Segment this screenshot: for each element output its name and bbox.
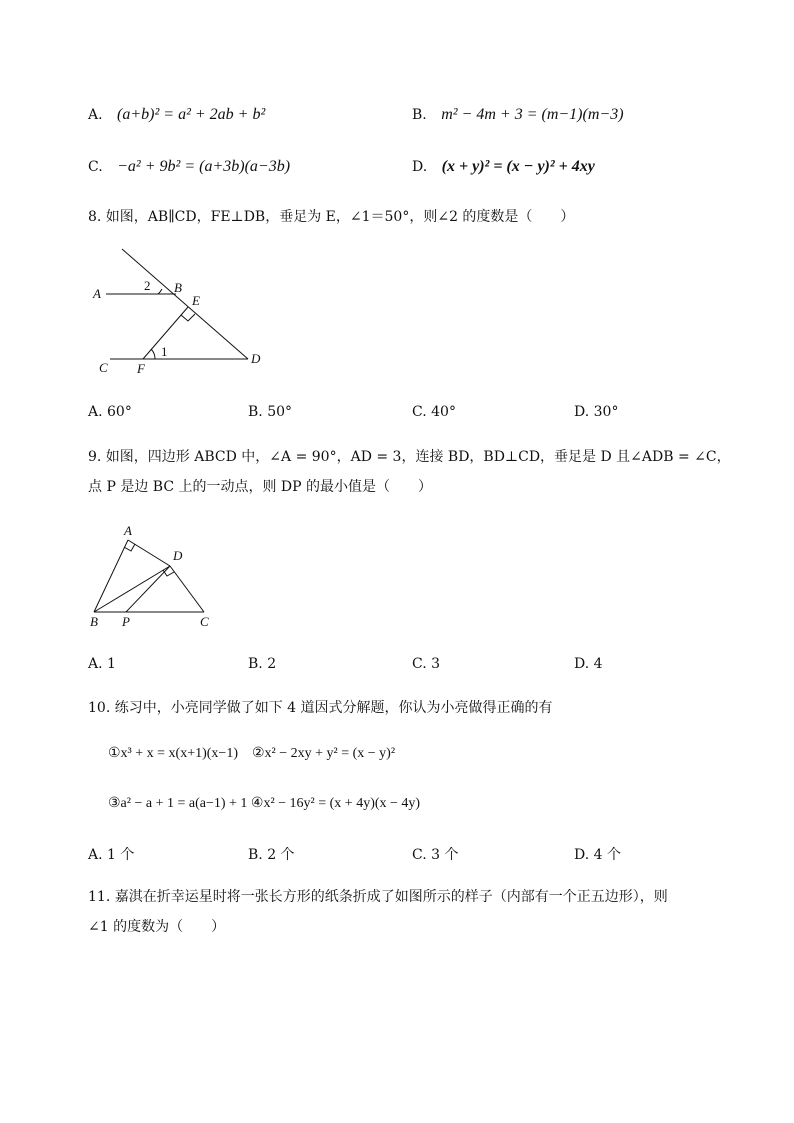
option-text: 4 (593, 656, 603, 672)
option-text: 1 个 (107, 847, 135, 863)
q9-stem-line1: 9. 如图，四边形 ABCD 中，∠A = 90°，AD = 3，连接 BD，BD⊥CD，垂足是 D 且∠ADB = ∠C， (88, 449, 731, 465)
q9-option-c (412, 656, 440, 672)
q9-figure (86, 520, 226, 630)
option-label: B. (248, 656, 263, 672)
label-angle-1: 1 (161, 344, 168, 359)
option-text: 2 个 (267, 847, 295, 863)
label-a: A (93, 286, 101, 301)
q8-option-d (574, 404, 618, 420)
option-label: B. (412, 107, 427, 123)
label-c: C (200, 614, 209, 629)
option-label: A. (88, 107, 103, 123)
option-text: 4 个 (593, 847, 621, 863)
q10-option-d (574, 844, 621, 864)
option-text: 3 (431, 656, 441, 672)
option-text: 3 个 (431, 847, 459, 863)
q8-stem: 8. 如图，AB∥CD，FE⊥DB，垂足为 E，∠1＝50°，则∠2 的度数是（ ） (88, 209, 575, 225)
option-text: m² − 4m + 3 = (m−1)(m−3) (441, 106, 624, 123)
q8-option-a (88, 404, 132, 420)
label-angle-2: 2 (144, 278, 151, 293)
q7-option-b (412, 106, 624, 124)
label-c: C (99, 360, 108, 375)
option-label: B. (248, 404, 263, 420)
option-label: B. (248, 847, 263, 863)
q8-figure (88, 245, 278, 380)
q9-option-a (88, 656, 116, 672)
option-text: 50° (267, 404, 293, 420)
option-text: 30° (593, 404, 619, 420)
label-p: P (122, 614, 130, 629)
q7-option-a (88, 106, 265, 124)
label-e: E (192, 293, 200, 308)
option-text: 60° (107, 404, 132, 420)
option-label: D. (574, 656, 590, 672)
option-label: A. (88, 656, 103, 672)
label-b: B (174, 280, 182, 295)
option-label: D. (574, 404, 590, 420)
q10-option-b (248, 844, 295, 864)
option-label: A. (88, 847, 103, 863)
label-a: A (124, 523, 132, 538)
label-d: D (251, 351, 261, 366)
q10-stem: 10. 练习中，小亮同学做了如下 4 道因式分解题，你认为小亮做得正确的有 (88, 700, 553, 716)
option-label: C. (412, 847, 427, 863)
option-label: C. (412, 404, 427, 420)
q8-option-c (412, 404, 456, 420)
q11-stem-line1: 11. 嘉淇在折幸运星时将一张长方形的纸条折成了如图所示的样子（内部有一个正五边形），则 (88, 889, 668, 905)
q10-option-a (88, 844, 134, 864)
option-label: A. (88, 404, 103, 420)
option-label: D. (412, 159, 428, 175)
q9-option-d (574, 656, 603, 672)
option-label: C. (412, 656, 427, 672)
q8-option-b (248, 404, 292, 420)
q7-option-c (88, 158, 290, 176)
option-text: (a+b)² = a² + 2ab + b² (117, 106, 266, 123)
option-text: (x + y)² = (x − y)² + 4xy (441, 158, 595, 175)
label-b: B (90, 614, 98, 629)
option-text: 1 (107, 656, 116, 672)
q10-option-c (412, 844, 458, 864)
q10-items-line1: ①x³ + x = x(x+1)(x−1) ②x² − 2xy + y² = (x − y)² (108, 746, 396, 761)
option-text: −a² + 9b² = (a+3b)(a−3b) (117, 158, 291, 175)
q10-items-line2: ③a² − a + 1 = a(a−1) + 1 ④x² − 16y² = (x + 4y)(x − 4y) (108, 796, 421, 811)
q7-option-d (412, 158, 595, 176)
option-text: 2 (267, 656, 277, 672)
q9-option-b (248, 656, 276, 672)
option-text: 40° (431, 404, 456, 420)
option-label: C. (88, 159, 103, 175)
label-f: F (137, 361, 145, 376)
option-label: D. (574, 847, 590, 863)
label-d: D (173, 548, 183, 563)
q9-stem-line2: 点 P 是边 BC 上的一动点，则 DP 的最小值是（ ） (88, 479, 433, 495)
q11-stem-line2: ∠1 的度数为（ ） (88, 919, 226, 935)
